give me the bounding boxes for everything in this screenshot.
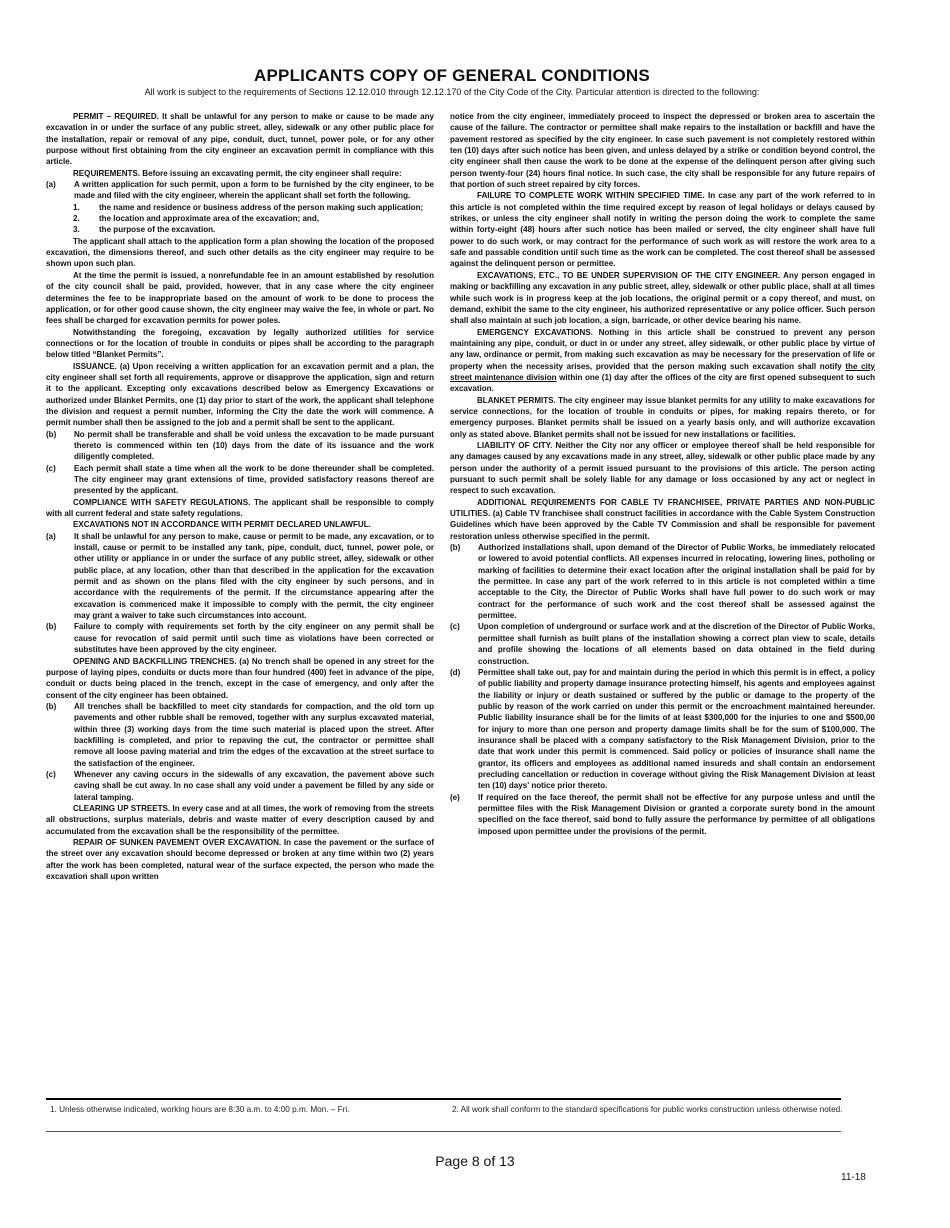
paragraph-safety: COMPLIANCE WITH SAFETY REGULATIONS. The applicant shall be responsible to comply with all current federal and state safety regulations.	[46, 497, 434, 519]
list-item: (d) Permittee shall take out, pay for and maintain during the period in which this permit is in effect, a policy of public liability and property damage insurance protecting himself, his agents and employees against the liability or injury or death sustained or suffered by the public or damage to the property of the public by reason of the work carried on under this permit or the encroachment maintained hereunder. Public liability insurance shall be for the limits of at least $300,000 for the injuries to one and $500,00 for injury to more than one person and property damage limits shall be for the sum of $100,000. The insurance shall be placed with a company satisfactory to the Risk Management Division, prior to the date that work under this permit is commenced. Said policy or policies of insurance shall name the grantor, its officers and employees as additional named insureds and shall contain an endorsement precluding cancellation or reduction in coverage without giving the Risk Management Division at least ten (10) days' notice prior thereto.	[450, 667, 875, 791]
footer-bottom-rule	[46, 1131, 841, 1132]
underlined-division: the city street maintenance division	[450, 361, 875, 382]
list-item: 3. the purpose of the excavation.	[73, 225, 216, 235]
paragraph-permit-required: PERMIT – REQUIRED. It shall be unlawful for any person to make or cause to be made any excavation in or under the surface of any public street, alley, sidewalk or any other public place for the installation, repair or removal of any pipe, conduit, duct, tunnel, power pole, or for any other purpose without first obtaining from the city engineer an excavation permit in compliance with this article.	[46, 112, 434, 167]
list-item: (b) No permit shall be transferable and shall be void unless the excavation to be made pursuant thereto is commenced within ten (10) days from the date of its issuance and the work diligently completed.	[46, 429, 434, 462]
paragraph-utilities: Notwithstanding the foregoing, excavation by legally authorized utilities for service connections or for the location of trouble in conduits or pipes shall be according to the paragraph below titled “Blanket Permits”.	[46, 327, 434, 360]
document-subtitle: All work is subject to the requirements of Sections 12.12.010 through 12.12.170 of the City Code of the City. Particular attention is directed to the following:	[144, 87, 760, 97]
revision-code: 11-18	[841, 1172, 866, 1183]
paragraph-repair: REPAIR OF SUNKEN PAVEMENT OVER EXCAVATION. In case the pavement or the surface of the street over any excavation should become depressed or broken at any time within two (2) years after the work has been completed, natural wear of the surface expected, the person who made the excavation shall upon written	[46, 838, 434, 882]
list-item: 1. the name and residence or business address of the person making such application;	[73, 202, 424, 212]
left-column	[46, 111, 434, 882]
paragraph-notice: notice from the city engineer, immediately proceed to inspect the depressed or broken area to ascertain the cause of the failure. The contractor or permittee shall make repairs to the installation or backfill and have the pavement restored as specified by the city engineer. In case such pavement is not completely restored within ten (10) days after such notice has been given, and unless delayed by a strike or condition beyond control, the city engineer shall then cause the work to be done at the expense of the delinquent person after giving such person twenty-four (24) hours final notice. In such case, the city shall be responsible for any future repairs of that portion of such street repaired by city forces.	[450, 112, 875, 190]
list-item: 2. the location and approximate area of the excavation; and,	[73, 214, 320, 224]
paragraph-additional: ADDITIONAL REQUIREMENTS FOR CABLE TV FRANCHISEE, PRIVATE PARTIES AND NON-PUBLIC UTILITIES. (a) Cable TV franchisee shall construct facilities in accordance with the Cable System Construction Guidelines which have been approved by the Cable TV Commission and shall be responsible for pavement restoration unless otherwise specified in the permit.	[450, 497, 875, 541]
paragraph-unlawful: EXCAVATIONS NOT IN ACCORDANCE WITH PERMIT DECLARED UNLAWFUL.	[73, 520, 371, 530]
list-item: (a) A written application for such permit, upon a form to be furnished by the city engineer, to be made and filed with the city engineer, wherein the applicant shall set forth the following.	[46, 180, 434, 201]
footnote-specifications: 2. All work shall conform to the standard specifications for public works construction unless otherwise noted.	[452, 1105, 843, 1114]
list-item: (b) All trenches shall be backfilled to meet city standards for compaction, and the old torn up pavements and other rubble shall be removed, together with any surplus excavated material, within three (3) working days from the time such material is placed upon the street. After backfilling is completed, and prior to repaving the cut, the contractor or permittee shall remove all loose paving material and trim the edges of the excavation at the street surface to the satisfaction of the engineer.	[46, 701, 434, 768]
list-item: (b) Failure to comply with requirements set forth by the city engineer on any permit shall be cause for revocation of said permit until such time as violations have been corrected or substitutes have been approved by the city engineer.	[46, 622, 434, 655]
document-title: APPLICANTS COPY OF GENERAL CONDITIONS	[254, 66, 650, 85]
list-item: (e) If required on the face thereof, the permit shall not be effective for any purpose unless and until the permittee files with the Risk Management Division or granted a corporate surety bond in the amount specified on the face thereof, said bond to fully assure the performance by permittee of all obligations imposed upon permittee under the provisions of the permit.	[450, 792, 875, 836]
paragraph-plan: The applicant shall attach to the application form a plan showing the location of the proposed excavation, the dimensions thereof, and such other details as the city engineer may require to be shown upon such plan.	[46, 236, 434, 269]
list-item: (b) Authorized installations shall, upon demand of the Director of Public Works, be immediately relocated or lowered to avoid potential conflicts. All expenses incurred in relocating, lowering lines, potholing or marking of facilities to determine their exact location after the original installation shall be paid for by the permittee. In case any part of the work referred to in this article is not completed within a time acceptable to the City, the Director of Public Works shall have full power to do such work or may contract for the performance of such work and the cost thereof shall be assessed against the permittee.	[450, 543, 875, 621]
page-number: Page 8 of 13	[435, 1153, 515, 1169]
paragraph-liability: LIABILITY OF CITY. Neither the City nor any officer or employee thereof shall be held responsible for any damages caused by any excavations made in any street, alley, sidewalk or other public place made by any person under the authority of a permit issued pursuant to the provisions of this article. The person acting pursuant to such permit shall be solely liable for any damage or loss occasioned by any act or neglect in respect to such excavation.	[450, 440, 875, 496]
paragraph-supervision: EXCAVATIONS, ETC., TO BE UNDER SUPERVISION OF THE CITY ENGINEER. Any person engaged in making or backfilling any excavation in any public street, alley, sidewalk or other public place, shall at all times while such work is in progress keep at the job locations, the original permit or a copy thereof, and must, on demand, exhibit the same to the city engineer, his authorized representative or any police officer. Such person shall also maintain at such job location, a sign, barricade, or other device bearing his name.	[450, 270, 875, 326]
paragraph-emergency: EMERGENCY EXCAVATIONS. Nothing in this article shall be construed to prevent any person maintaining any pipe, conduit, or duct in or under any street, alley sidewalk, or other public place by virtue of any law, ordinance or permit, from making such excavation as may be necessary for the preservation of life or property when the necessity arises, provided that the person making such excavation shall notify the city street maintenance division within one (1) day after the offices of the city are first opened subsequent to such excavation.	[450, 327, 875, 394]
paragraph-fee: At the time the permit is issued, a nonrefundable fee in an amount established by resolution of the city council shall be paid, provided, however, that in any case where the city engineer determines the fee to be inappropriate based on the amount of work to be done to process the application, or for other good cause shown, the city engineer may waive the fee, in whole or part. No fees shall be charged for excavation permits for power poles.	[46, 270, 434, 326]
footer-divider	[46, 1098, 841, 1100]
paragraph-clearing: CLEARING UP STREETS. In every case and at all times, the work of removing from the streets all obstructions, surplus materials, debris and waste matter of every description caused by and accumulated from the excavation shall be the responsibility of the permittee.	[46, 803, 434, 836]
paragraph-requirements: REQUIREMENTS. Before issuing an excavating permit, the city engineer shall require:	[73, 168, 402, 178]
paragraph-issuance: ISSUANCE. (a) Upon receiving a written application for an excavation permit and a plan, the city engineer shall set forth all requirements, approve or disapprove the application, sign and return it to the applicant. Excepting only excavations described below as Emergency Excavations or authorized under Blanket Permits, one (1) day prior to start of the work, the applicant shall telephone the division and request a permit number, informing the City the date the work will commence. A permit number shall then be assigned to the job and a permit shall be sent to the applicant.	[46, 361, 434, 428]
list-item: (c) Each permit shall state a time when all the work to be done thereunder shall be completed. The city engineer may grant extensions of time, provided satisfactory reasons thereof are presented by the applicant.	[46, 463, 434, 496]
paragraph-trenches: OPENING AND BACKFILLING TRENCHES. (a) No trench shall be opened in any street for the purpose of laying pipes, conduits or ducts more than four hundred (400) feet in advance of the pipe, conduit or ducts being placed in the trench, except in the case of emergency, and only after the consent of the city engineer has been obtained.	[46, 656, 434, 700]
list-item: (c) Whenever any caving occurs in the sidewalls of any excavation, the pavement above such caving shall be cut away. In no case shall any void under a pavement be filled by any side or lateral tamping.	[46, 769, 434, 802]
footnote-working-hours: 1. Unless otherwise indicated, working hours are 8:30 a.m. to 4:00 p.m. Mon. – Fri.	[50, 1105, 350, 1114]
paragraph-blanket: BLANKET PERMITS. The city engineer may issue blanket permits for any utility to make excavations for service connections, for the location of trouble in conduits or pipes, for making repairs thereto, or for emergency purposes. Blanket permits shall be issued on a yearly basis only, and will authorize excavation only as stated above. Blanket permits shall not be issued for new installations or facilities.	[450, 395, 875, 439]
right-column	[450, 111, 875, 837]
list-item: (a) It shall be unlawful for any person to make, cause or permit to be made, any excavation, or to install, cause or permit to be installed any tank, pipe, conduit, duct, tunnel, power pole, or other utility or appliance in or under the surface of any public street, alley, sidewalk or other public place, at any location, other than that described in the application for the excavation permit and as shown on the plans filed with the city engineer by such persons, and in accordance with the requirements of the permit. If the circumstance appearing after the excavation is commenced make it impossible to comply with the permit, the city engineer may grant a waiver to take such circumstances into account.	[46, 531, 434, 621]
paragraph-failure: FAILURE TO COMPLETE WORK WITHIN SPECIFIED TIME. In case any part of the work referred to in this article is not completed within the time required except by reason of legal holidays or delays caused by strikes, or unless the city engineer shall notify in writing the person doing the work to complete the same within forty-eight (48) hours after such notice has been mailed or served, the city engineer shall have full power to do such work, or may contract for the performance of such work as will restore the work area to a safe and passable condition until such time as the work can be completed. The cost thereof shall be assessed against the delinquent person or permittee.	[450, 191, 875, 269]
list-item: (c) Upon completion of underground or surface work and at the discretion of the Director of Public Works, permittee shall furnish as built plans of the installation showing a correct plan view to scale, details and profile showing the locations of all elements based on data obtained in the field during construction.	[450, 622, 875, 666]
